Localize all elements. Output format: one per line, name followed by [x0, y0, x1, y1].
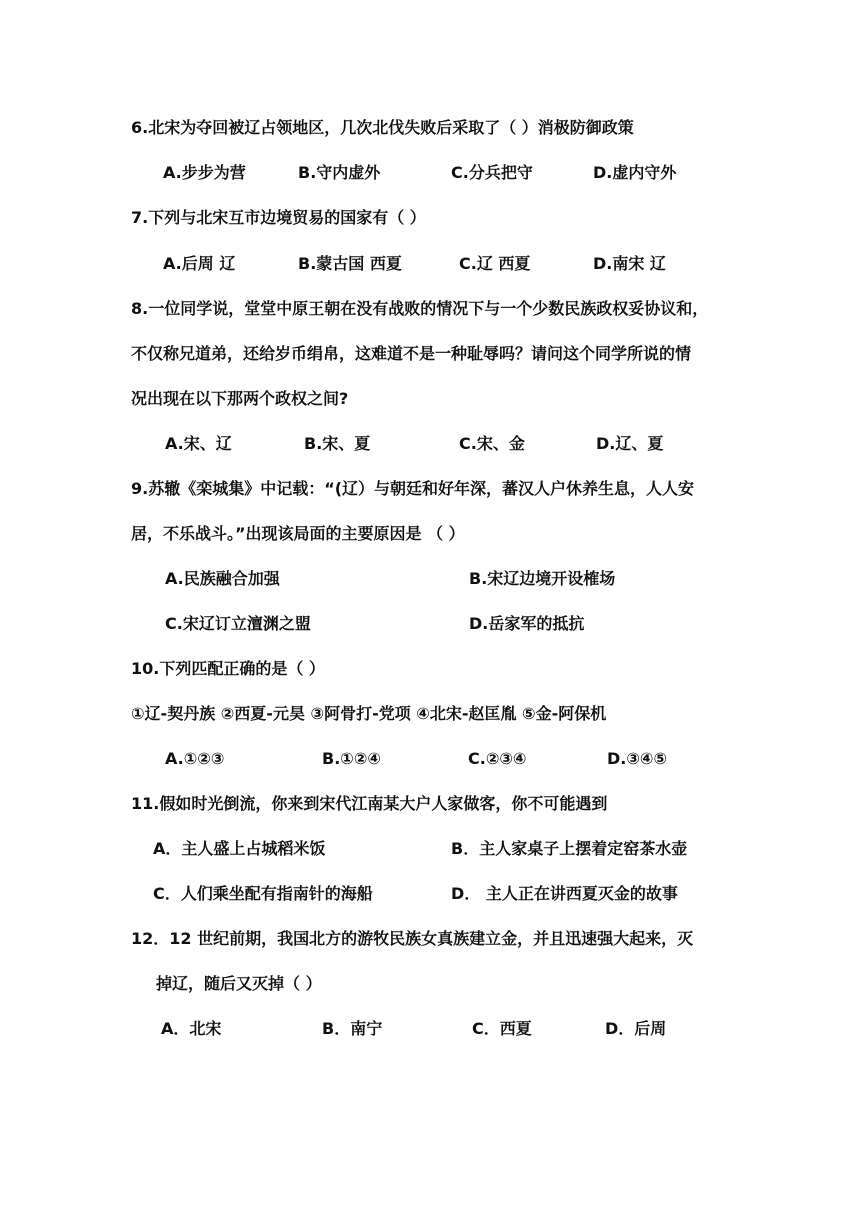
question-6-option-b: B.守内虚外	[298, 163, 381, 182]
question-7-option-a: A.后周 辽	[163, 254, 236, 273]
question-8-option-b: B.宋、夏	[304, 434, 371, 453]
question-12-stem-line-1: 12．12 世纪前期，我国北方的游牧民族女真族建立金，并且迅速强大起来，灭	[131, 929, 694, 948]
question-6-option-d: D.虚内守外	[593, 163, 677, 182]
question-12-option-d: D．后周	[605, 1019, 667, 1038]
question-8-stem-line-3: 况出现在以下那两个政权之间?	[131, 389, 349, 408]
question-9-stem-line-2: 居，不乐战斗。”出现该局面的主要原因是 （ ）	[131, 524, 465, 543]
question-11-option-d: D． 主人正在讲西夏灭金的故事	[451, 884, 678, 903]
question-10-option-a: A.①②③	[165, 749, 225, 768]
question-9-option-b: B.宋辽边境开设榷场	[469, 569, 616, 588]
question-9-option-a: A.民族融合加强	[165, 569, 280, 588]
question-9-stem-line-1: 9.苏辙《栾城集》中记载：“(辽）与朝廷和好年深，蕃汉人户休养生息，人人安	[131, 479, 695, 498]
question-6-option-c: C.分兵把守	[451, 163, 533, 182]
question-8-stem-line-2: 不仅称兄道弟，还给岁币绢帛，这难道不是一种耻辱吗？请问这个同学所说的情	[131, 344, 692, 363]
question-7-option-c: C.辽 西夏	[459, 254, 531, 273]
question-10-option-d: D.③④⑤	[607, 749, 667, 768]
question-9-option-c: C.宋辽订立澶渊之盟	[165, 614, 311, 633]
question-11-option-c: C．人们乘坐配有指南针的海船	[153, 884, 373, 903]
question-12-stem-line-2: 掉辽，随后又灭掉（ ）	[156, 974, 322, 993]
question-12-option-c: C．西夏	[472, 1019, 532, 1038]
question-10-stem: 10.下列匹配正确的是（ ）	[131, 659, 325, 678]
question-11-option-b: B．主人家桌子上摆着定窑茶水壶	[451, 839, 688, 858]
question-8-option-c: C.宋、金	[459, 434, 525, 453]
question-10-option-c: C.②③④	[468, 749, 527, 768]
question-12-option-a: A．北宋	[161, 1019, 222, 1038]
question-12-option-b: B．南宁	[322, 1019, 383, 1038]
question-10-option-b: B.①②④	[322, 749, 381, 768]
question-6-option-a: A.步步为营	[163, 163, 246, 182]
question-7-option-d: D.南宋 辽	[593, 254, 666, 273]
question-7-option-b: B.蒙古国 西夏	[298, 254, 402, 273]
question-11-option-a: A．主人盛上占城稻米饭	[153, 839, 326, 858]
question-7-stem: 7.下列与北宋互市边境贸易的国家有（ ）	[131, 208, 426, 227]
question-8-option-d: D.辽、夏	[596, 434, 664, 453]
question-6-stem: 6.北宋为夺回被辽占领地区，几次北伐失败后采取了（ ）消极防御政策	[131, 118, 634, 137]
question-10-items: ①辽-契丹族 ②西夏-元昊 ③阿骨打-党项 ④北宋-赵匡胤 ⑤金-阿保机	[131, 704, 607, 723]
question-11-stem: 11.假如时光倒流，你来到宋代江南某大户人家做客，你不可能遇到	[131, 794, 608, 813]
question-9-option-d: D.岳家军的抵抗	[469, 614, 585, 633]
question-8-stem-line-1: 8.一位同学说，堂堂中原王朝在没有战败的情况下与一个少数民族政权妥协议和，	[131, 299, 709, 318]
question-8-option-a: A.宋、辽	[165, 434, 232, 453]
